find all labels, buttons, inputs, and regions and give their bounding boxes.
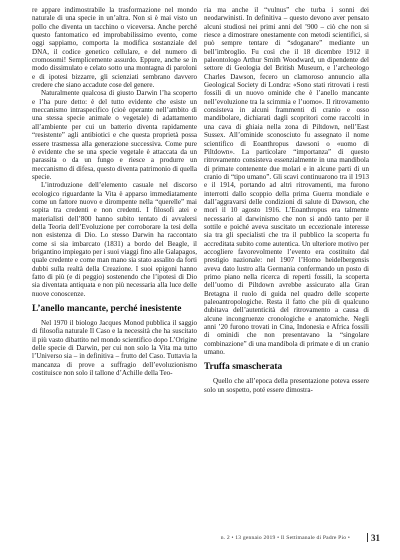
page-number-wrap [367,533,380,543]
footer-divider [367,533,368,542]
issue-info: n. 2 • 13 gennaio 2019 • Il Settimanale di Padre Pio • [220,535,350,541]
right-column [204,6,369,394]
body-paragraph: Naturalmente qualcosa di giusto Darwin l’ha scoperto e l’ha pure detto: è del tutto evidente che esiste un meccanismo intraspecifico (cioè operante nell’ambito di una stessa specie animale o vegetale) di adattamento all’ambiente per cui un batterio diventa rapidamente “resistente” agli antibiotici e che questa proprietà possa essere trasmessa alla generazione successiva. Come pure è evidente che se una specie vegetale è attaccata da un parassita o da un fungo e riesce a produrre un meccanismo di difesa, questo diventa patrimonio di quella specie. [32,89,197,181]
body-paragraph: Nel 1970 il biologo Jacques Monod pubblica il saggio di filosofia naturale Il Caso e la necessità che ha suscitato il più vasto dibattito nel mondo scientifico dopo L’Origine delle specie di Darwin, per cui non solo la Vita ma tutto l’Universo sia – in definitiva – frutto del Caso. Tuttavia la mancanza di prove a suffragio dell’evoluzionismo costituisce non solo il tallone d’Achille della Teo- [32,319,197,378]
left-column [32,6,197,377]
body-paragraph: re appare indimostrabile la trasformazione nel mondo naturale di una specie in un’altra. Non si è mai visto un pollo che diventa un tacchino o viceversa. Anche perché questo fantomatico ed improbabilissimo evento, come oggi sappiamo, comporta la modifica sostanziale del DNA, il codice genetico cellulare, e del numero di cromosomi! Semplicemente assurdo. Eppure, anche se in modo dissimulato e celato sotto una montagna di paroloni e di ipotesi bizzarre, gli scienziati sembrano davvero credere che siano accadute cose del genere. [32,6,197,90]
body-paragraph: Quello che all’epoca della presentazione poteva essere solo un sospetto, poté essere dimostra- [204,377,369,394]
section-heading: L’anello mancante, perché inesistente [32,304,182,315]
body-paragraph: L’introduzione dell’elemento casuale nel discorso ecologico riguardante la Vita è apparso immediatamente come un fattore nuovo e dirompente nella “querelle” mai sopita tra credenti e non credenti. I filosofi atei e materialisti dell’800 hanno subito tentato di avvalersi della Teoria dell’Evoluzione per corroborare la tesi della non esistenza di Dio. Lo stesso Darwin ha raccontato come si sia imbarcato (1831) a bordo del Beagle, il brigantino impiegato per i suoi viaggi fino alle Galapagos, quale credente e come man mano sia stato assalito da forti dubbi sulla realtà della Creazione. I suoi epigoni hanno fatto di più (e di peggio) sostenendo che l’ipotesi di Dio sia diventata antiquata e non più necessaria alla luce delle nuove conoscenze. [32,181,197,298]
section-heading: Truffa smascherata [204,362,283,373]
page-number: 31 [371,533,380,543]
page-footer [0,533,400,547]
body-paragraph: ria ma anche il “vulnus” che turba i sonni dei neodarwinisti. In definitiva – questo devono aver pensato alcuni studiosi nei primi anni del ’900 – ciò che non si riesce a dimostrare onestamente con metodi scientifici, si può sempre tentare di “sdoganare” mediante un bell’imbroglio. Fu così che il 18 dicembre 1912 il paleontologo Arthur Smith Woodward, un dipendente del settore di Geologia del British Museum, e l’archeologo Charles Dawson, fecero un clamoroso annuncio alla Geological Society di Londra: «Sono stati ritrovati i resti fossili di un nuovo ominide che è l’anello mancante nell’evoluzione tra la scimmia e l’uomo». Il ritrovamento consisteva in alcuni frammenti di cranio e osso mandibolare, dichiarati dagli scopritori come raccolti in una cava di ghiaia nella zona di Piltdown, nell’East Sussex. All’ominide sconosciuto fu assegnato il nome scientifico di Eoanthropus dawsoni o «uomo di Piltdown». La particolare “importanza” di questo ritrovamento consisteva essenzialmente in una mandibola di primate contenente due molari e in alcune parti di un cranio di “tipo umano”. Gli scavi continuarono tra il 1913 e il 1914, portando ad altri ritrovamenti, ma furono interrotti dallo scoppio della prima Guerra mondiale e dall’aggravarsi delle condizioni di salute di Dawson, che morì il 10 agosto 1916. L’Eoanthropus era talmente necessario al darwinismo che non si andò tanto per il sottile e poiché aveva suscitato un eccezionale interesse sia tra gli specialisti che tra il pubblico la scoperta fu accreditata subito come autentica. Un ulteriore motivo per accogliere favorevolmente l’evento era costituito dal prestigio nazionale: nel 1907 l’Homo heidelbergensis aveva dato lustro alla Germania confermando un posto di primo piano nella ricerca di reperti fossili, la scoperta dell’uomo di Piltdown avrebbe assicurato alla Gran Bretagna il ruolo di guida nel quadro delle scoperte paleoantropologiche. Resta il fatto che più di qualcuno dubitava dell’autenticità del ritrovamento a causa di alcune incongruenze cronologiche e anatomiche. Negli anni ’20 furono trovati in Cina, Indonesia e Africa fossili di ominidi che non presentavano la “singolare combinazione” di una mandibola di primate e di un cranio umano. [204,6,369,357]
